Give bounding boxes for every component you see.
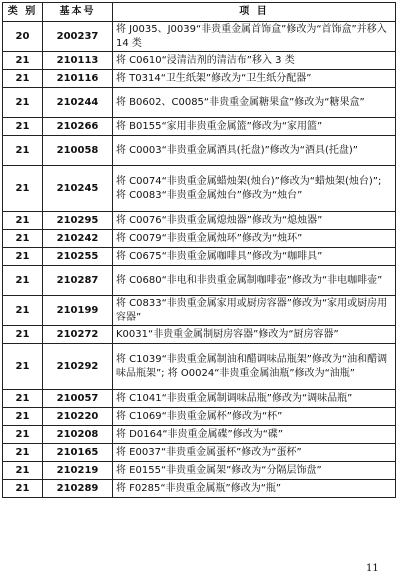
row-basic-no: 210255: [43, 248, 113, 266]
table-row: [3, 22, 396, 52]
row-class: 21: [3, 118, 43, 136]
table-row: [3, 166, 396, 212]
row-class: 21: [3, 462, 43, 480]
row-basic-no: 210113: [43, 52, 113, 70]
row-basic-no: 210219: [43, 462, 113, 480]
row-class: 21: [3, 136, 43, 166]
row-item-text: 将 C0833“非贵重金属家用或厨房容器”修改为“家用或厨房用容器”: [113, 296, 396, 326]
table-row: [3, 70, 396, 88]
row-class: 21: [3, 88, 43, 118]
row-basic-no: 210165: [43, 444, 113, 462]
table-row: [3, 296, 396, 326]
row-item-text: 将 C0076“非贵重金属熄烛器”修改为“熄烛器”: [113, 212, 396, 230]
row-item-text: 将 B0155“家用非贵重金属篮”修改为“家用篮”: [113, 118, 396, 136]
row-item-text: K0031“非贵重金属制厨房容器”修改为“厨房容器”: [113, 326, 396, 344]
row-item-text: 将 C0610“浸清洁剂的清洁布”移入 3 类: [113, 52, 396, 70]
table-row: [3, 248, 396, 266]
table-row: [3, 426, 396, 444]
row-class: 21: [3, 296, 43, 326]
header-basic-no: 基本号: [43, 3, 113, 22]
row-class: 21: [3, 408, 43, 426]
table-row: [3, 52, 396, 70]
row-basic-no: 210208: [43, 426, 113, 444]
header-class: 类 别: [3, 3, 43, 22]
row-class: 21: [3, 326, 43, 344]
row-basic-no: 210295: [43, 212, 113, 230]
row-basic-no: 210058: [43, 136, 113, 166]
table-row: [3, 230, 396, 248]
row-class: 21: [3, 344, 43, 390]
table-row: [3, 480, 396, 498]
row-item-text: 将 E0155“非贵重金属架”修改为“分隔层饰盘”: [113, 462, 396, 480]
table-row: [3, 326, 396, 344]
row-basic-no: 210244: [43, 88, 113, 118]
table-row: [3, 408, 396, 426]
row-class: 21: [3, 70, 43, 88]
table-row: [3, 462, 396, 480]
row-basic-no: 210057: [43, 390, 113, 408]
row-basic-no: 210272: [43, 326, 113, 344]
table-row: [3, 118, 396, 136]
row-basic-no: 210242: [43, 230, 113, 248]
row-basic-no: 210199: [43, 296, 113, 326]
table-row: [3, 136, 396, 166]
row-item-text: 将 B0602、C0085“非贵重金属糖果盒”修改为“糖果盒”: [113, 88, 396, 118]
row-basic-no: 210266: [43, 118, 113, 136]
row-class: 21: [3, 212, 43, 230]
row-item-text: 将 C1039“非贵重金属制油和醋调味品瓶架”修改为“油和醋调味品瓶架”; 将 O0024“非贵重金属油瓶”修改为“油瓶”: [113, 344, 396, 390]
row-basic-no: 210245: [43, 166, 113, 212]
row-item-text: 将 C0079“非贵重金属烛环”修改为“烛环”: [113, 230, 396, 248]
row-item-text: 将 C0003“非贵重金属酒具(托盘)”修改为“酒具(托盘)”: [113, 136, 396, 166]
row-item-text: 将 C0680“非电和非贵重金属制咖啡壶”修改为“非电咖啡壶”: [113, 266, 396, 296]
row-class: 21: [3, 390, 43, 408]
row-item-text: 将 D0164“非贵重金属碟”修改为“碟”: [113, 426, 396, 444]
row-basic-no: 200237: [43, 22, 113, 52]
row-item-text: 将 E0037“非贵重金属蛋杯”修改为“蛋杯”: [113, 444, 396, 462]
row-item-text: 将 C0675“非贵重金属咖啡具”修改为“咖啡具”: [113, 248, 396, 266]
row-item-text: 将 J0035、J0039“非贵重金属首饰盒”修改为“首饰盒”并移入 14 类: [113, 22, 396, 52]
row-class: 21: [3, 248, 43, 266]
row-class: 20: [3, 22, 43, 52]
row-class: 21: [3, 166, 43, 212]
row-basic-no: 210289: [43, 480, 113, 498]
row-class: 21: [3, 266, 43, 296]
table-row: [3, 212, 396, 230]
row-basic-no: 210220: [43, 408, 113, 426]
row-class: 21: [3, 444, 43, 462]
row-basic-no: 210292: [43, 344, 113, 390]
header-item: 项 目: [113, 3, 396, 22]
row-item-text: 将 F0285“非贵重金属瓶”修改为“瓶”: [113, 480, 396, 498]
table-row: [3, 344, 396, 390]
table-body: [3, 22, 396, 498]
table-header-row: [3, 3, 396, 22]
table-row: [3, 88, 396, 118]
table-row: [3, 390, 396, 408]
row-class: 21: [3, 52, 43, 70]
row-item-text: 将 C0074“非贵重金属蜡烛架(烛台)”修改为“蜡烛架(烛台)”; 将 C0083“非贵重金属烛台”修改为“烛台”: [113, 166, 396, 212]
row-class: 21: [3, 480, 43, 498]
row-basic-no: 210116: [43, 70, 113, 88]
row-item-text: 将 T0314“卫生纸架”修改为“卫生纸分配器”: [113, 70, 396, 88]
row-item-text: 将 C1069“非贵重金属杯”修改为“杯”: [113, 408, 396, 426]
classification-change-table: [2, 2, 396, 498]
row-basic-no: 210287: [43, 266, 113, 296]
table-row: [3, 444, 396, 462]
row-item-text: 将 C1041“非贵重金属制调味品瓶”修改为“调味品瓶”: [113, 390, 396, 408]
row-class: 21: [3, 426, 43, 444]
page-number: 11: [366, 563, 379, 574]
row-class: 21: [3, 230, 43, 248]
table-row: [3, 266, 396, 296]
